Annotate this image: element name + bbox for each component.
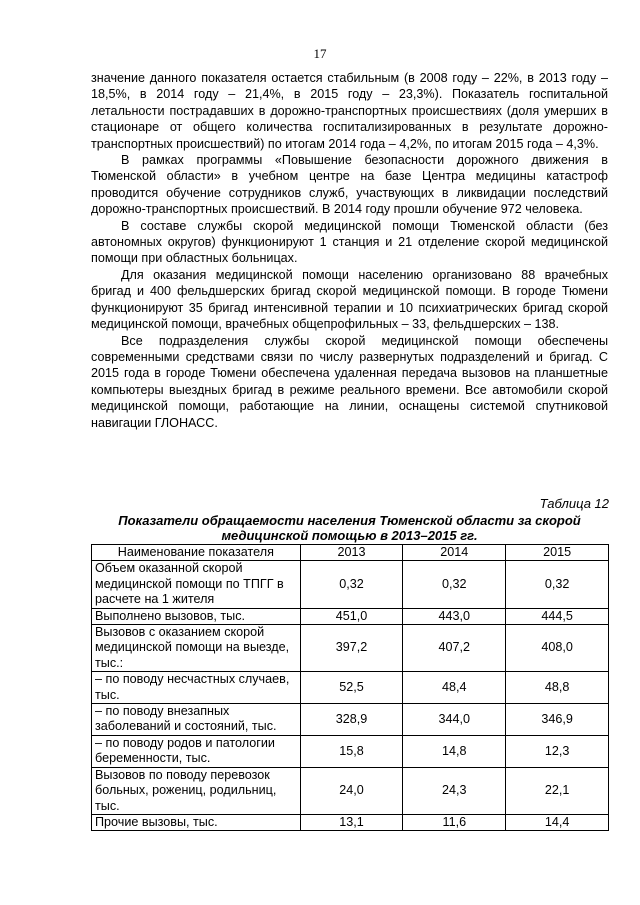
cell-2013: 52,5 (300, 672, 403, 704)
cell-2014: 443,0 (403, 608, 506, 624)
cell-2014: 14,8 (403, 735, 506, 767)
cell-2015: 12,3 (506, 735, 609, 767)
table-row (92, 735, 609, 767)
table-title: Показатели обращаемости населения Тюменской области за скорой медицинской помощью в 2013–2015 гг. (118, 513, 581, 543)
cell-2015: 48,8 (506, 672, 609, 704)
table-row (92, 814, 609, 830)
cell-2013: 24,0 (300, 767, 403, 814)
header-cell: Наименование показателя (92, 545, 301, 561)
cell-2015: 346,9 (506, 704, 609, 736)
cell-2013: 328,9 (300, 704, 403, 736)
table-label: Таблица 12 (539, 496, 609, 511)
row-name: Объем оказанной скорой медицинской помощи по ТПГГ в расчете на 1 жителя (92, 561, 301, 608)
cell-2013: 451,0 (300, 608, 403, 624)
table-header-row (92, 545, 609, 561)
row-name: Выполнено вызовов, тыс. (92, 608, 301, 624)
row-name: Вызовов по поводу перевозок больных, рожениц, родильниц, тыс. (92, 767, 301, 814)
row-name: Вызовов с оказанием скорой медицинской помощи на выезде, тыс.: (92, 625, 301, 672)
cell-2015: 22,1 (506, 767, 609, 814)
cell-2014: 344,0 (403, 704, 506, 736)
table-row (92, 561, 609, 608)
table-row (92, 767, 609, 814)
row-name: – по поводу несчастных случаев, тыс. (92, 672, 301, 704)
cell-2015: 444,5 (506, 608, 609, 624)
header-cell: 2014 (403, 545, 506, 561)
cell-2015: 14,4 (506, 814, 609, 830)
row-name: – по поводу внезапных заболеваний и состояний, тыс. (92, 704, 301, 736)
header-cell: 2013 (300, 545, 403, 561)
cell-2014: 407,2 (403, 625, 506, 672)
cell-2014: 24,3 (403, 767, 506, 814)
paragraph: В рамках программы «Повышение безопасности дорожного движения в Тюменской области» в учебном центре на базе Центра медицины катастроф проводится обучение сотрудников служб, участвующих в ликвидации последствий дорожно-транспортных происшествий. В 2014 году прошли обучение 972 человека. (91, 153, 608, 217)
table-row (92, 625, 609, 672)
paragraph: Все подразделения службы скорой медицинской помощи обеспечены современными средствами связи по числу развернутых подразделений и бригад. С 2015 года в городе Тюмени обеспечена удаленная передача вызовов на планшетные компьютеры выездных бригад в режиме реального времени. Все автомобили скорой медицинской помощи, работающие на линии, оснащены системой спутниковой навигации ГЛОНАСС. (91, 333, 608, 430)
paragraph: Для оказания медицинской помощи населению организовано 88 врачебных бригад и 400 фельдшерских бригад скорой медицинской помощи. В городе Тюмени функционируют 35 бригад интенсивной терапии и 10 психиатрических бригад скорой медицинской помощи, врачебных общепрофильных – 33, фельдшерских – 138. (91, 267, 608, 332)
page-number: 17 (313, 46, 327, 61)
cell-2013: 15,8 (300, 735, 403, 767)
cell-2015: 0,32 (506, 561, 609, 608)
cell-2015: 408,0 (506, 625, 609, 672)
cell-2013: 397,2 (300, 625, 403, 672)
table-row (92, 672, 609, 704)
cell-2013: 0,32 (300, 561, 403, 608)
cell-2014: 0,32 (403, 561, 506, 608)
cell-2013: 13,1 (300, 814, 403, 830)
table-row (92, 608, 609, 624)
cell-2014: 48,4 (403, 672, 506, 704)
data-table (91, 544, 609, 831)
body-text (91, 70, 608, 431)
row-name: Прочие вызовы, тыс. (92, 814, 301, 830)
table-row (92, 704, 609, 736)
header-cell: 2015 (506, 545, 609, 561)
paragraph: значение данного показателя остается стабильным (в 2008 году – 22%, в 2013 году – 18,5%, в 2014 году – 21,4%, в 2015 году – 23,3%). Показатель госпитальной летальности пострадавших в дорожно-транспортных происшествиях (доля умерших в стационаре от общего количества госпитализированных в результате дорожно-транспортных происшествий) по итогам 2014 года – 4,2%, по итогам 2015 года – 4,3%. (91, 71, 608, 151)
row-name: – по поводу родов и патологии беременности, тыс. (92, 735, 301, 767)
paragraph: В составе службы скорой медицинской помощи Тюменской области (без автономных округов) функционируют 1 станция и 21 отделение скорой медицинской помощи при областных больницах. (91, 218, 608, 266)
cell-2014: 11,6 (403, 814, 506, 830)
